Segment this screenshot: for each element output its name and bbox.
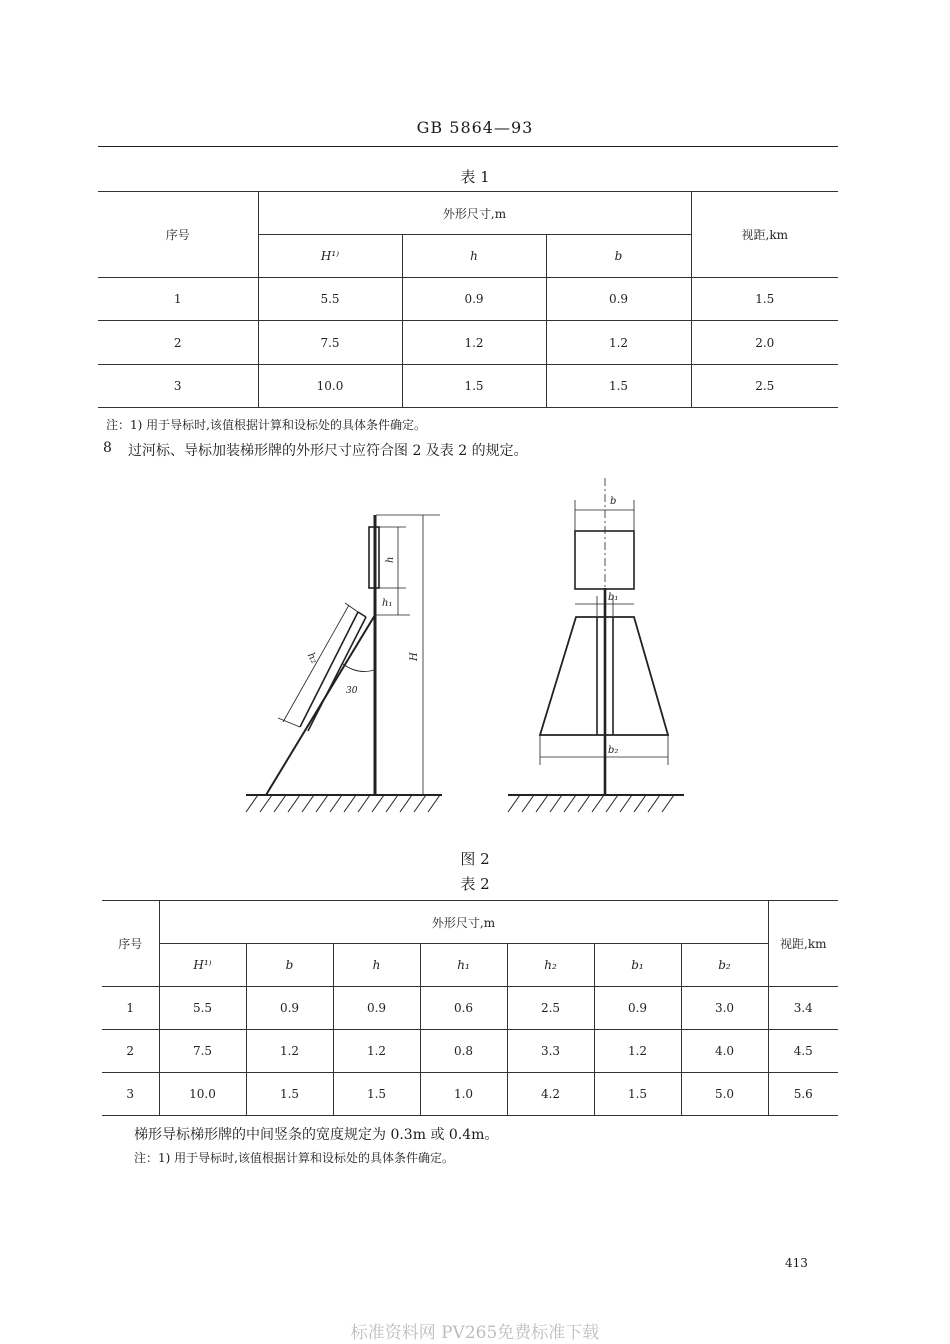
- t1-subheader: b: [546, 235, 691, 278]
- table1-caption: 表 1: [460, 168, 490, 186]
- label-b1: b₁: [608, 592, 619, 603]
- t2-header-distance: 视距,km: [768, 901, 838, 987]
- header-rule: [98, 146, 838, 147]
- angle-arc: [343, 664, 374, 672]
- t2-cell: 2: [102, 1030, 159, 1073]
- table-row: [102, 987, 838, 1030]
- t1-header-group: 外形尺寸,m: [258, 192, 691, 235]
- t1-header-seq: 序号: [98, 192, 258, 278]
- t1-cell: 2: [98, 321, 258, 365]
- t2-cell: 3.3: [507, 1030, 594, 1073]
- t2-cell: 4.5: [768, 1030, 838, 1073]
- t2-cell: 3: [102, 1073, 159, 1116]
- t2-cell: 5.0: [681, 1073, 768, 1116]
- t2-cell: 1.0: [420, 1073, 507, 1116]
- t2-cell: 0.9: [594, 987, 681, 1030]
- table-row: [98, 278, 838, 321]
- t2-header-group: 外形尺寸,m: [159, 901, 768, 944]
- t2-cell: 0.8: [420, 1030, 507, 1073]
- label-angle: 30: [346, 686, 358, 696]
- t2-cell: 1.2: [246, 1030, 333, 1073]
- table2-text: 梯形导标梯形牌的中间竖条的宽度规定为 0.3m 或 0.4m。: [134, 1127, 499, 1143]
- table2-caption: 表 2: [460, 875, 490, 893]
- label-h1: h₁: [382, 598, 393, 609]
- t1-cell: 3: [98, 365, 258, 408]
- t2-cell: 1: [102, 987, 159, 1030]
- t1-cell: 1.5: [402, 365, 546, 408]
- t1-cell: 1: [98, 278, 258, 321]
- page-number: 413: [785, 1256, 808, 1270]
- t2-cell: 0.6: [420, 987, 507, 1030]
- t1-subheader: h: [402, 235, 546, 278]
- t2-cell: 0.9: [246, 987, 333, 1030]
- section-8-text: 过河标、导标加装梯形牌的外形尺寸应符合图 2 及表 2 的规定。: [128, 443, 528, 459]
- t2-subheader: b: [246, 944, 333, 987]
- t2-cell: 1.5: [594, 1073, 681, 1116]
- t1-cell: 1.5: [546, 365, 691, 408]
- t2-cell: 7.5: [159, 1030, 246, 1073]
- figure-2-caption: 图 2: [460, 850, 490, 868]
- t2-cell: 2.5: [507, 987, 594, 1030]
- t1-cell: 0.9: [546, 278, 691, 321]
- t1-cell: 10.0: [258, 365, 402, 408]
- t1-cell: 2.5: [691, 365, 838, 408]
- t2-cell: 5.5: [159, 987, 246, 1030]
- label-h: h: [385, 556, 396, 563]
- t2-cell: 5.6: [768, 1073, 838, 1116]
- t2-cell: 3.0: [681, 987, 768, 1030]
- t1-cell: 5.5: [258, 278, 402, 321]
- top-sign-right: [575, 531, 634, 589]
- ground-hatch-left: [246, 795, 440, 812]
- t1-cell: 7.5: [258, 321, 402, 365]
- table2: [102, 900, 838, 1116]
- t2-subheader: b₂: [681, 944, 768, 987]
- t2-subheader: h₂: [507, 944, 594, 987]
- table1: [98, 191, 838, 408]
- t2-subheader: b₁: [594, 944, 681, 987]
- t2-cell: 4.0: [681, 1030, 768, 1073]
- footer-watermark: 标准资料网 PV265免费标准下载: [350, 1323, 600, 1343]
- t2-cell: 1.2: [594, 1030, 681, 1073]
- label-H: H: [409, 652, 420, 661]
- t2-header-seq: 序号: [102, 901, 159, 987]
- table-row: [98, 321, 838, 365]
- slanted-board: [300, 612, 358, 727]
- t1-cell: 1.5: [691, 278, 838, 321]
- t2-cell: 1.5: [333, 1073, 420, 1116]
- t1-cell: 2.0: [691, 321, 838, 365]
- t1-header-distance: 视距,km: [691, 192, 838, 278]
- t2-subheader: h₁: [420, 944, 507, 987]
- t2-subheader: h: [333, 944, 420, 987]
- figure-2-diagram: [0, 470, 950, 820]
- table1-note: 注：1) 用于导标时,该值根据计算和设标处的具体条件确定。: [106, 418, 426, 432]
- dim-h2-line: [283, 605, 349, 722]
- t2-cell: 3.4: [768, 987, 838, 1030]
- table2-note: 注：1) 用于导标时,该值根据计算和设标处的具体条件确定。: [134, 1151, 454, 1165]
- t1-cell: 1.2: [402, 321, 546, 365]
- t1-subheader: H¹⁾: [258, 235, 402, 278]
- t2-cell: 0.9: [333, 987, 420, 1030]
- t2-cell: 10.0: [159, 1073, 246, 1116]
- ground-hatch-right: [508, 795, 674, 812]
- t2-cell: 1.5: [246, 1073, 333, 1116]
- t2-subheader: H¹⁾: [159, 944, 246, 987]
- standard-code: GB 5864—93: [416, 118, 534, 137]
- table-row: [98, 365, 838, 408]
- t2-cell: 4.2: [507, 1073, 594, 1116]
- t2-cell: 1.2: [333, 1030, 420, 1073]
- t1-cell: 0.9: [402, 278, 546, 321]
- label-h2: h₂: [304, 651, 320, 666]
- table-row: [102, 1073, 838, 1116]
- table-row: [102, 1030, 838, 1073]
- t1-cell: 1.2: [546, 321, 691, 365]
- section-8-number: 8: [103, 440, 112, 456]
- label-b: b: [610, 496, 617, 507]
- label-b2: b₂: [608, 745, 619, 756]
